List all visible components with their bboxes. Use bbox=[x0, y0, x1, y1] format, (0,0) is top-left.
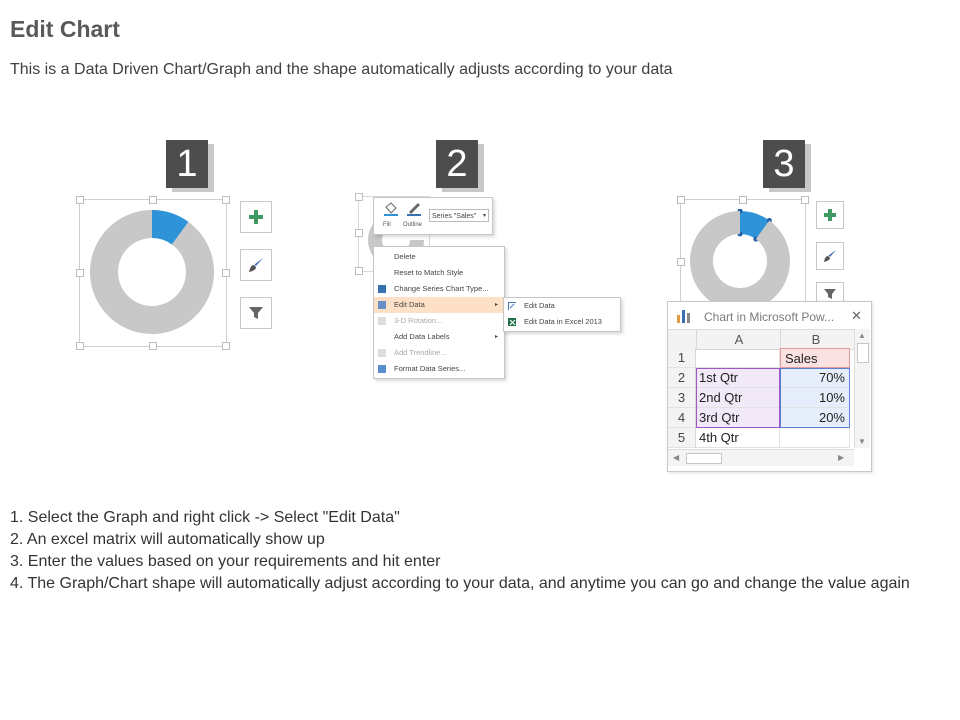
menu-item-icon bbox=[378, 285, 386, 293]
submenu-item-edit-data-in-excel[interactable] bbox=[504, 314, 620, 330]
scroll-left-arrow-icon[interactable]: ◀ bbox=[673, 453, 680, 462]
chart-filters-button[interactable] bbox=[240, 297, 272, 329]
donut-slice-2nd-qtr[interactable] bbox=[690, 211, 790, 301]
edit-data-submenu bbox=[503, 297, 621, 332]
edit-data-icon bbox=[508, 302, 516, 310]
scrollbar-thumb[interactable] bbox=[686, 453, 722, 464]
cell-b5[interactable] bbox=[780, 428, 850, 448]
spreadsheet-grid bbox=[668, 348, 854, 448]
menu-item-icon bbox=[378, 365, 386, 373]
outline-label: Outline bbox=[403, 222, 423, 228]
step-number-3: 3 bbox=[763, 140, 805, 188]
paint-brush-icon bbox=[822, 248, 838, 264]
row-number[interactable]: 3 bbox=[668, 388, 696, 408]
horizontal-scrollbar[interactable] bbox=[668, 449, 854, 466]
resize-handle[interactable] bbox=[76, 342, 84, 350]
chart-elements-button[interactable] bbox=[816, 201, 844, 229]
excel-icon bbox=[508, 318, 516, 326]
menu-item-label: Delete bbox=[394, 252, 416, 261]
filter-icon bbox=[823, 287, 837, 301]
instruction-line-2: 2. An excel matrix will automatically show up bbox=[10, 531, 325, 548]
context-menu bbox=[373, 246, 505, 379]
cell-b3[interactable]: 10% bbox=[780, 388, 850, 408]
instruction-line-4: 4. The Graph/Chart shape will automatically adjust according to your data, and anytime you can go and change the value again bbox=[10, 575, 910, 592]
cell-a5[interactable]: 4th Qtr bbox=[696, 428, 780, 448]
column-header-row bbox=[668, 329, 854, 350]
menu-item-icon bbox=[378, 317, 386, 325]
plus-icon bbox=[823, 208, 837, 222]
series-select[interactable] bbox=[429, 209, 489, 222]
resize-handle[interactable] bbox=[222, 342, 230, 350]
instruction-line-1: 1. Select the Graph and right click -> Select "Edit Data" bbox=[10, 509, 400, 526]
step-number-1: 1 bbox=[166, 140, 208, 188]
cell-a4[interactable]: 3rd Qtr bbox=[696, 408, 780, 428]
menu-item-label: Reset to Match Style bbox=[394, 268, 464, 277]
excel-data-window bbox=[667, 301, 872, 472]
menu-item-label: Add Data Labels bbox=[394, 332, 450, 341]
step-number-2: 2 bbox=[436, 140, 478, 188]
bar-chart-icon bbox=[676, 309, 692, 323]
fill-label: Fill bbox=[383, 222, 391, 228]
page-subtitle: This is a Data Driven Chart/Graph and the shape automatically adjusts according to your data bbox=[10, 61, 673, 78]
resize-handle[interactable] bbox=[76, 196, 84, 204]
resize-handle[interactable] bbox=[355, 193, 363, 201]
vertical-scrollbar[interactable] bbox=[854, 329, 870, 448]
menu-item bbox=[374, 345, 504, 361]
menu-item[interactable] bbox=[374, 249, 504, 265]
menu-item[interactable] bbox=[374, 297, 504, 313]
resize-handle[interactable] bbox=[677, 196, 685, 204]
cell-b1[interactable]: Sales bbox=[780, 348, 850, 368]
cell-b2[interactable]: 70% bbox=[780, 368, 850, 388]
resize-handle[interactable] bbox=[76, 269, 84, 277]
cell-a1[interactable] bbox=[696, 348, 780, 368]
resize-handle[interactable] bbox=[677, 258, 685, 266]
submenu-item-label: Edit Data bbox=[524, 301, 555, 310]
submenu-arrow-icon: ▸ bbox=[494, 334, 498, 340]
menu-item-label: 3-D Rotation... bbox=[394, 316, 443, 325]
instruction-line-3: 3. Enter the values based on your requirements and hit enter bbox=[10, 553, 441, 570]
resize-handle[interactable] bbox=[739, 196, 747, 204]
chart-styles-button[interactable] bbox=[816, 242, 844, 270]
scroll-right-arrow-icon[interactable]: ▶ bbox=[838, 453, 845, 462]
resize-handle[interactable] bbox=[149, 342, 157, 350]
plus-icon bbox=[248, 209, 264, 225]
donut-chart[interactable] bbox=[88, 208, 216, 336]
cell-a3[interactable]: 2nd Qtr bbox=[696, 388, 780, 408]
cell-b4[interactable]: 20% bbox=[780, 408, 850, 428]
column-header-b[interactable]: B bbox=[780, 330, 851, 349]
menu-item[interactable] bbox=[374, 361, 504, 377]
paint-bucket-icon bbox=[382, 202, 402, 216]
menu-item-label: Add Trendline... bbox=[394, 348, 447, 357]
menu-item-icon bbox=[378, 269, 386, 277]
resize-handle[interactable] bbox=[222, 269, 230, 277]
chart-styles-button[interactable] bbox=[240, 249, 272, 281]
resize-handle[interactable] bbox=[222, 196, 230, 204]
scrollbar-thumb[interactable] bbox=[857, 343, 869, 363]
submenu-arrow-icon: ▸ bbox=[494, 302, 498, 308]
menu-item[interactable] bbox=[374, 265, 504, 281]
menu-item-label: Change Series Chart Type... bbox=[394, 284, 489, 293]
resize-handle[interactable] bbox=[355, 267, 363, 275]
menu-item[interactable] bbox=[374, 329, 504, 345]
menu-item bbox=[374, 313, 504, 329]
menu-item-icon bbox=[378, 301, 386, 309]
menu-item-icon bbox=[378, 333, 386, 341]
close-icon[interactable]: ✕ bbox=[851, 308, 862, 323]
row-number[interactable]: 4 bbox=[668, 408, 696, 428]
menu-item[interactable] bbox=[374, 281, 504, 297]
excel-window-title: Chart in Microsoft Pow... bbox=[704, 310, 835, 324]
paint-brush-icon bbox=[247, 256, 265, 274]
row-number[interactable]: 5 bbox=[668, 428, 696, 448]
menu-item-label: Edit Data bbox=[394, 300, 425, 309]
series-select-value: Series "Sales" bbox=[432, 213, 477, 220]
menu-item-label: Format Data Series... bbox=[394, 364, 466, 373]
submenu-item-edit-data[interactable] bbox=[504, 298, 620, 314]
scroll-up-arrow-icon[interactable]: ▲ bbox=[858, 331, 866, 340]
pen-icon bbox=[405, 202, 425, 216]
donut-chart-updated[interactable] bbox=[688, 209, 798, 301]
row-number[interactable]: 2 bbox=[668, 368, 696, 388]
row-number[interactable]: 1 bbox=[668, 348, 696, 368]
submenu-item-label: Edit Data in Excel 2013 bbox=[524, 317, 602, 326]
resize-handle[interactable] bbox=[801, 196, 809, 204]
column-header-a[interactable]: A bbox=[696, 330, 781, 349]
chevron-down-icon: ▾ bbox=[482, 213, 486, 219]
filter-icon bbox=[248, 305, 264, 321]
menu-item-icon bbox=[378, 349, 386, 357]
chart-elements-button[interactable] bbox=[240, 201, 272, 233]
fill-button[interactable] bbox=[380, 202, 402, 230]
outline-button[interactable] bbox=[402, 202, 428, 230]
donut-slice-2nd-qtr[interactable] bbox=[90, 210, 214, 334]
resize-handle[interactable] bbox=[149, 196, 157, 204]
cell-a2[interactable]: 1st Qtr bbox=[696, 368, 780, 388]
scroll-down-arrow-icon[interactable]: ▼ bbox=[858, 437, 866, 446]
menu-item-icon bbox=[378, 253, 386, 261]
page-title: Edit Chart bbox=[10, 16, 120, 42]
format-mini-toolbar bbox=[373, 197, 493, 235]
